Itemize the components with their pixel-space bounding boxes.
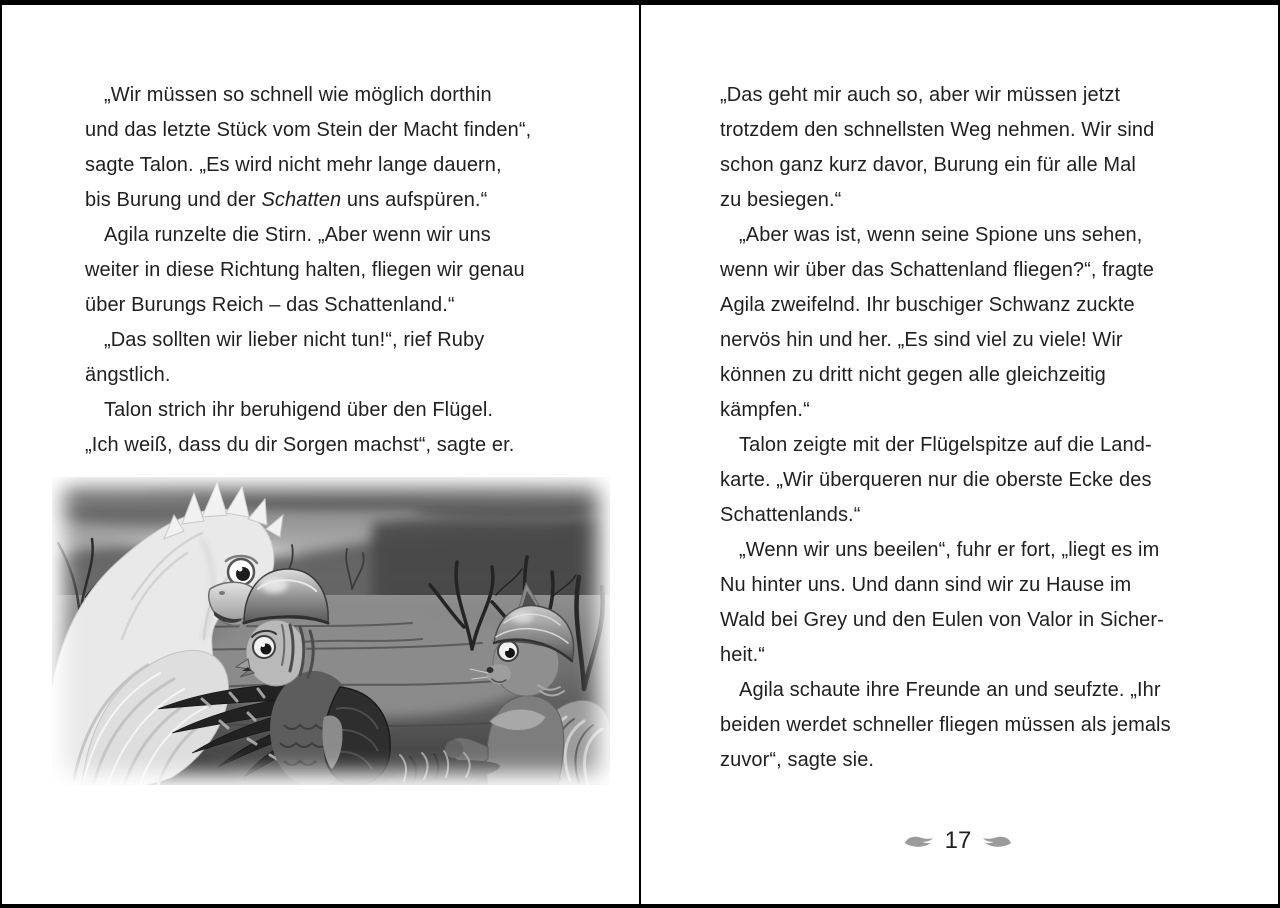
text-line: wenn wir über das Schattenland fliegen?“, fragte [720, 259, 1154, 281]
text-line: Schattenlands.“ [720, 504, 861, 526]
page-divider [639, 0, 641, 908]
right-page-text [720, 78, 1196, 778]
text-line: und das letzte Stück vom Stein der Macht finden“, [85, 119, 532, 141]
text-line: sagte Talon. „Es wird nicht mehr lange dauern, [85, 154, 502, 176]
text-line: über Burungs Reich – das Schattenland.“ [85, 294, 455, 316]
text-line: Agila zweifelnd. Ihr buschiger Schwanz zuckte [720, 294, 1135, 316]
illustration-art [52, 477, 610, 785]
text-line: heit.“ [720, 644, 766, 666]
text-line: können zu dritt nicht gegen alle gleichzeitig [720, 364, 1106, 386]
text-line: nervös hin und her. „Es sind viel zu viele! Wir [720, 329, 1123, 351]
text-line: zuvor“, sagte sie. [720, 749, 875, 771]
text-line: „Das sollten wir lieber nicht tun!“, rief Ruby [104, 329, 485, 351]
text-line: Wald bei Grey und den Eulen von Valor in Sicher- [720, 609, 1164, 631]
text-line: „Ich weiß, dass du dir Sorgen machst“, sagte er. [85, 434, 515, 456]
text-line: trotzdem den schnellsten Weg nehmen. Wir sind [720, 119, 1155, 141]
story-illustration [52, 477, 610, 785]
leaf-ornament-left-icon [904, 835, 934, 848]
text-line: Talon strich ihr beruhigend über den Flügel. [104, 399, 494, 421]
text-line: „Aber was ist, wenn seine Spione uns sehen, [739, 224, 1143, 246]
text-line: kämpfen.“ [720, 399, 810, 421]
left-page-text [85, 78, 565, 463]
text-line: ängstlich. [85, 364, 171, 386]
text-line: „Das geht mir auch so, aber wir müssen jetzt [720, 84, 1121, 106]
leaf-ornament-right-icon [982, 835, 1012, 848]
text-line: weiter in diese Richtung halten, fliegen wir genau [85, 259, 525, 281]
text-line: Agila schaute ihre Freunde an und seufzte. „Ihr [739, 679, 1161, 701]
page-number: 17 [944, 827, 972, 854]
text-line: Agila runzelte die Stirn. „Aber wenn wir uns [104, 224, 491, 246]
text-line: bis Burung und der Schatten uns aufspüren.“ [85, 189, 488, 211]
text-line: „Wenn wir uns beeilen“, fuhr er fort, „liegt es im [739, 539, 1160, 561]
text-line: beiden werdet schneller fliegen müssen als jemals [720, 714, 1171, 736]
text-line: „Wir müssen so schnell wie möglich dorthin [104, 84, 492, 106]
text-line: zu besiegen.“ [720, 189, 842, 211]
page-footer [720, 822, 1196, 860]
text-line: Talon zeigte mit der Flügelspitze auf die Land- [739, 434, 1152, 456]
text-line: Nu hinter uns. Und dann sind wir zu Hause im [720, 574, 1132, 596]
text-line: karte. „Wir überqueren nur die oberste Ecke des [720, 469, 1152, 491]
text-line: schon ganz kurz davor, Burung ein für alle Mal [720, 154, 1136, 176]
